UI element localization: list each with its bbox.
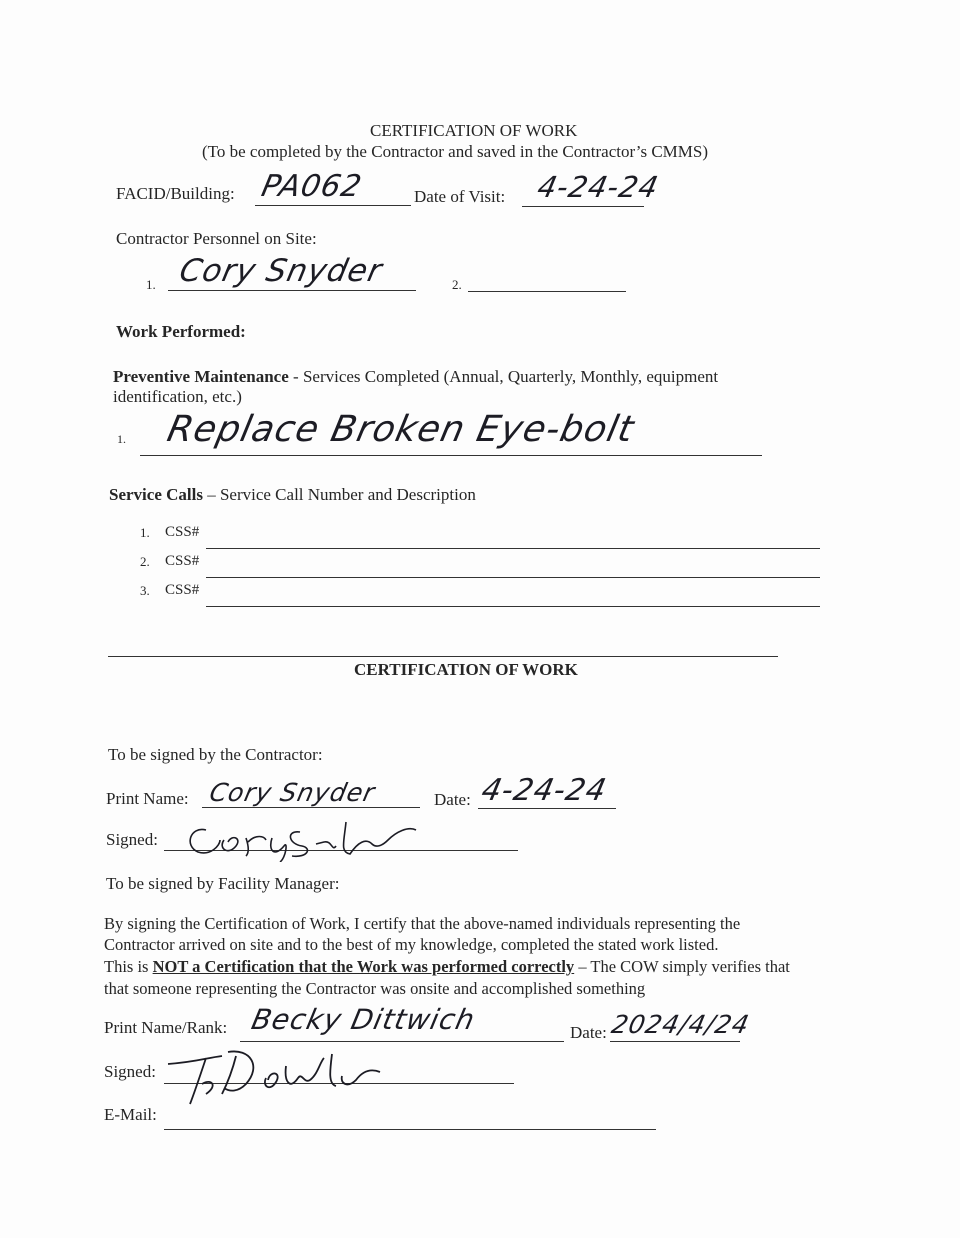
css-3-line xyxy=(206,606,820,607)
facility-sign-label: To be signed by Facility Manager: xyxy=(106,874,340,893)
personnel-label: Contractor Personnel on Site: xyxy=(116,229,317,248)
facility-para-1: By signing the Certification of Work, I certify that the above-named individuals representing the xyxy=(104,914,741,933)
pm-text-2: identification, etc.) xyxy=(113,387,242,406)
css-2-label: CSS# xyxy=(165,553,200,569)
facility-print-label: Print Name/Rank: xyxy=(104,1018,228,1037)
contractor-print-label: Print Name: xyxy=(106,789,189,808)
service-calls-heading: Service Calls xyxy=(109,485,203,504)
css-3-label: CSS# xyxy=(165,582,200,598)
contractor-print-value: Cory Snyder xyxy=(206,778,378,807)
facility-para-3-not: NOT a Certification that the Work was performed correctly xyxy=(152,957,575,976)
personnel-2-line xyxy=(468,291,626,292)
css-1-number: 1. xyxy=(140,525,150,540)
facid-line xyxy=(255,205,411,206)
facility-print-line xyxy=(240,1041,564,1042)
facility-para-4: that someone representing the Contractor was onsite and accomplished something xyxy=(104,979,646,998)
facility-para-3 xyxy=(104,959,790,976)
certification-heading: CERTIFICATION OF WORK xyxy=(354,660,578,679)
pm-heading: Preventive Maintenance xyxy=(113,367,289,386)
facid-label: FACID/Building: xyxy=(116,184,235,203)
facility-print-value: Becky Dittwich xyxy=(248,1003,479,1036)
css-3-number: 3. xyxy=(140,583,150,598)
pm-line xyxy=(140,455,762,456)
personnel-2-number: 2. xyxy=(452,277,462,292)
contractor-date-label: Date: xyxy=(434,790,471,809)
contractor-sign-label: To be signed by the Contractor: xyxy=(108,745,323,764)
facility-signed-label: Signed: xyxy=(104,1062,156,1081)
service-calls-text: – Service Call Number and Description xyxy=(202,485,476,504)
form-subtitle: (To be completed by the Contractor and saved in the Contractor’s CMMS) xyxy=(202,142,709,161)
pm-text: - Services Completed (Annual, Quarterly, Monthly, equipment xyxy=(288,367,719,386)
contractor-date-value: 4-24-24 xyxy=(478,773,610,808)
css-1-line xyxy=(206,548,820,549)
facility-email-label: E-Mail: xyxy=(104,1105,157,1124)
visit-date-line xyxy=(522,206,644,207)
facility-para-3-a: This is xyxy=(104,957,153,976)
pm-item-number: 1. xyxy=(117,432,126,446)
personnel-1-value: Cory Snyder xyxy=(176,253,386,289)
css-2-line xyxy=(206,577,820,578)
facility-para-2: Contractor arrived on site and to the best of my knowledge, completed the stated work listed. xyxy=(104,935,719,954)
contractor-signature xyxy=(176,812,426,862)
visit-date-value: 4-24-24 xyxy=(534,170,662,204)
visit-date-label: Date of Visit: xyxy=(414,187,506,206)
facility-signature xyxy=(166,1036,406,1106)
facility-signed-line xyxy=(164,1083,514,1084)
contractor-signed-label: Signed: xyxy=(106,830,158,849)
facility-date-value: 2024/4/24 xyxy=(608,1010,753,1039)
personnel-1-line xyxy=(168,290,416,291)
work-performed-heading: Work Performed: xyxy=(116,322,246,341)
facility-para-3-c: – The COW simply verifies that xyxy=(574,957,790,976)
facility-email-line xyxy=(164,1129,656,1130)
contractor-date-line xyxy=(478,808,616,809)
contractor-signed-line xyxy=(164,850,518,851)
form-title: CERTIFICATION OF WORK xyxy=(370,121,578,140)
pm-heading-line xyxy=(113,368,718,385)
facility-date-label: Date: xyxy=(570,1023,607,1042)
css-1-label: CSS# xyxy=(165,524,200,540)
facid-value: PA062 xyxy=(258,169,366,204)
personnel-1-number: 1. xyxy=(146,277,156,292)
service-calls-heading-line xyxy=(109,486,476,503)
contractor-print-line xyxy=(202,807,420,808)
facility-date-line xyxy=(610,1041,740,1042)
section-divider xyxy=(108,656,778,657)
pm-value: Replace Broken Eye-bolt xyxy=(163,409,638,450)
css-2-number: 2. xyxy=(140,554,150,569)
